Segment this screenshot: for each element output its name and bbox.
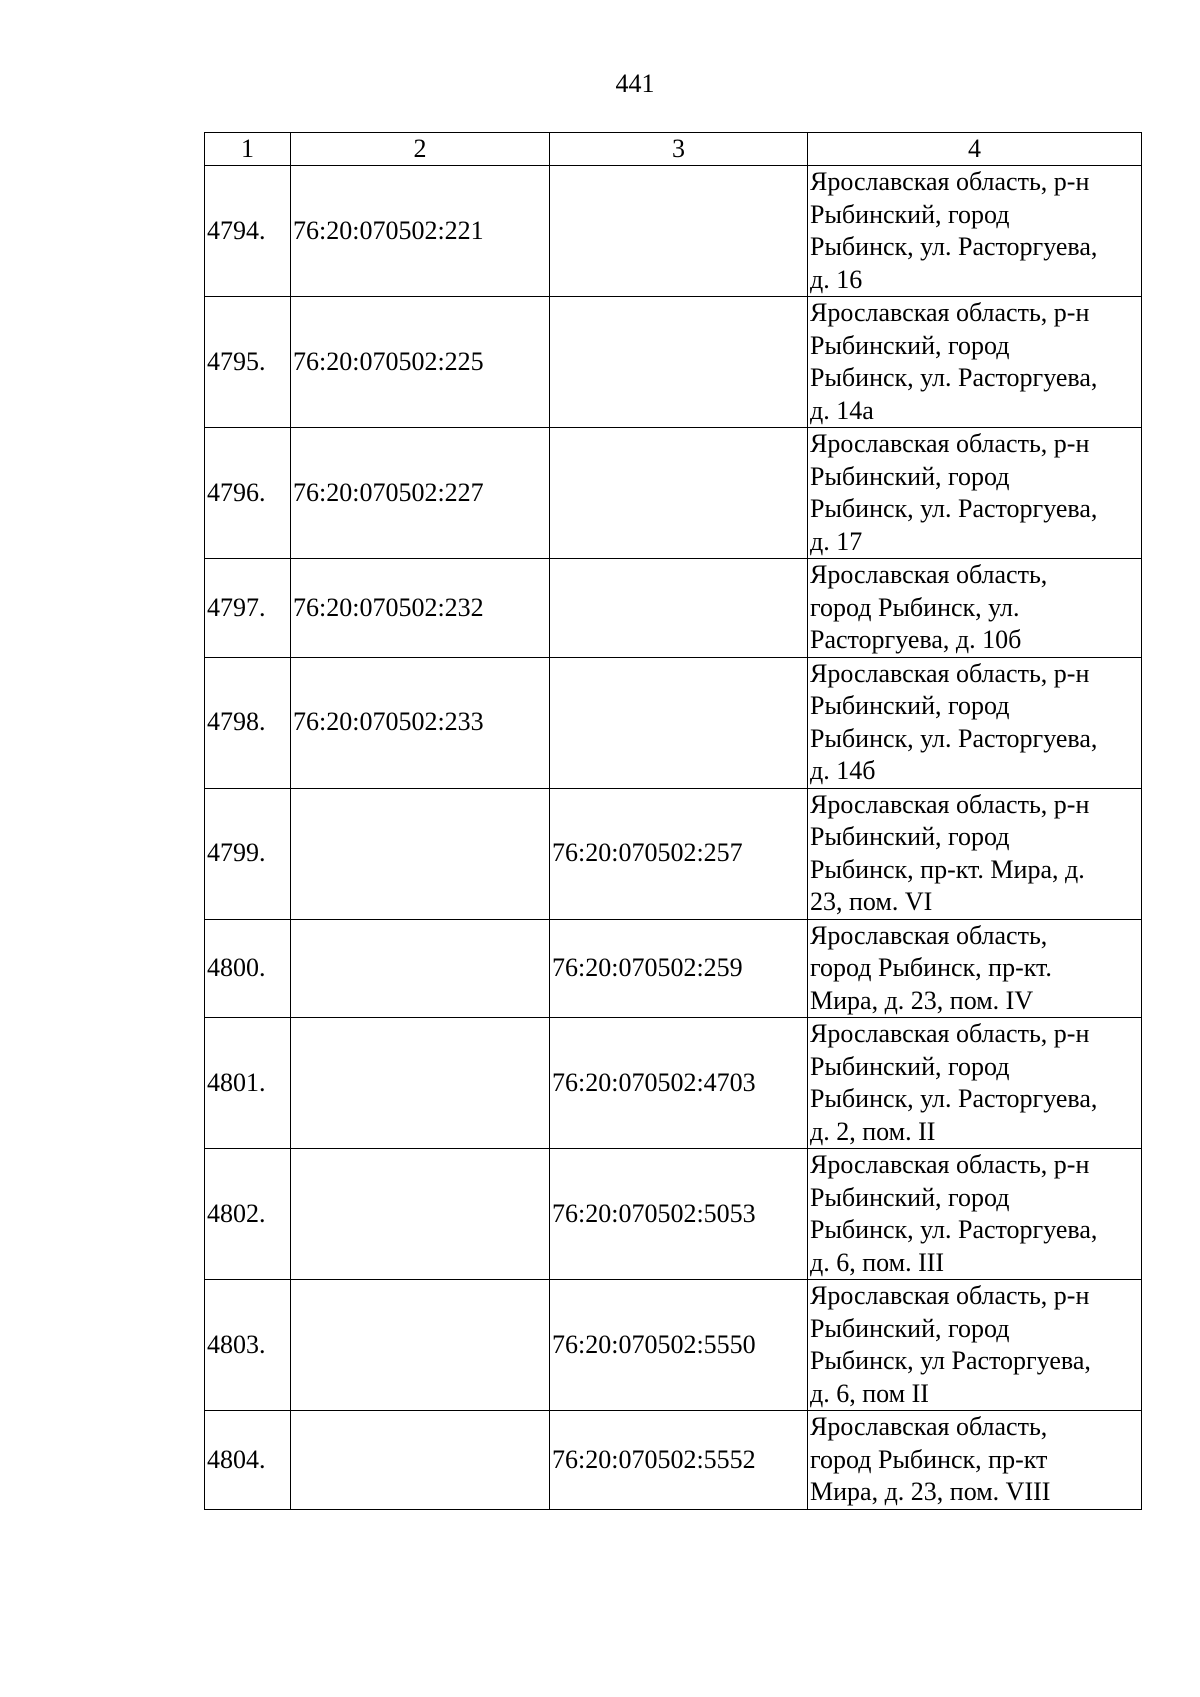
cadastral-number-col2 bbox=[291, 919, 550, 1018]
address-line: Ярославская область, р-н bbox=[810, 298, 1090, 327]
cadastral-number-col3 bbox=[550, 559, 808, 658]
address-cell bbox=[808, 788, 1142, 919]
row-number: 4798. bbox=[205, 657, 291, 788]
table-row bbox=[205, 919, 1142, 1018]
address-line: д. 14а bbox=[810, 395, 874, 425]
address-line: Рыбинский, город bbox=[810, 330, 1010, 360]
address-line: Ярославская область, р-н bbox=[810, 1150, 1090, 1179]
address-line: Рыбинский, город bbox=[810, 1051, 1010, 1081]
address-line: Ярославская область, bbox=[810, 920, 1048, 950]
address-line: Рыбинск, ул. Расторгуева, bbox=[810, 1084, 1098, 1113]
table-row bbox=[205, 1149, 1142, 1280]
address-line: Рыбинский, город bbox=[810, 461, 1010, 491]
cadastral-number-col2: 76:20:070502:221 bbox=[291, 166, 550, 297]
address-line: Мира, д. 23, пом. VIII bbox=[810, 1477, 1051, 1506]
address-cell bbox=[808, 1411, 1142, 1510]
address-line: д. 2, пом. II bbox=[810, 1116, 936, 1146]
cadastral-number-col3 bbox=[550, 166, 808, 297]
page-number: 441 bbox=[615, 69, 655, 98]
table-row bbox=[205, 788, 1142, 919]
address-line: Рыбинск, ул. Расторгуева, bbox=[810, 232, 1098, 261]
cadastral-number-col2 bbox=[291, 1411, 550, 1510]
header-col-2: 2 bbox=[291, 133, 550, 166]
address-cell bbox=[808, 1149, 1142, 1280]
address-line: Ярославская область, р-н bbox=[810, 1019, 1090, 1048]
address-cell bbox=[808, 657, 1142, 788]
address-cell bbox=[808, 1018, 1142, 1149]
address-line: д. 6, пом. III bbox=[810, 1247, 945, 1277]
table-header bbox=[205, 133, 1142, 166]
address-cell bbox=[808, 919, 1142, 1018]
table-row bbox=[205, 1018, 1142, 1149]
row-number: 4802. bbox=[205, 1149, 291, 1280]
address-cell bbox=[808, 1280, 1142, 1411]
cadastral-number-col3 bbox=[550, 657, 808, 788]
cadastral-number-col2 bbox=[291, 1280, 550, 1411]
register-table bbox=[204, 132, 1142, 1510]
address-line: Рыбинский, город bbox=[810, 822, 1010, 851]
address-line: Рыбинск, ул. Расторгуева, bbox=[810, 1215, 1098, 1244]
address-cell bbox=[808, 559, 1142, 658]
table-row bbox=[205, 166, 1142, 297]
header-row bbox=[205, 133, 1142, 166]
header-col-3: 3 bbox=[550, 133, 808, 166]
cadastral-number-col2: 76:20:070502:232 bbox=[291, 559, 550, 658]
cadastral-number-col2: 76:20:070502:233 bbox=[291, 657, 550, 788]
row-number: 4803. bbox=[205, 1280, 291, 1411]
table-row bbox=[205, 1280, 1142, 1411]
address-line: Ярославская область, bbox=[810, 560, 1048, 589]
row-number: 4794. bbox=[205, 166, 291, 297]
cadastral-number-col3: 76:20:070502:257 bbox=[550, 788, 808, 919]
address-line: Рыбинск, ул. Расторгуева, bbox=[810, 494, 1098, 523]
header-col-1: 1 bbox=[205, 133, 291, 166]
table-row bbox=[205, 657, 1142, 788]
row-number: 4797. bbox=[205, 559, 291, 658]
cadastral-number-col2: 76:20:070502:227 bbox=[291, 428, 550, 559]
address-line: Рыбинск, ул Расторгуева, bbox=[810, 1346, 1091, 1375]
cadastral-number-col3: 76:20:070502:4703 bbox=[550, 1018, 808, 1149]
row-number: 4796. bbox=[205, 428, 291, 559]
table-row bbox=[205, 428, 1142, 559]
row-number: 4795. bbox=[205, 297, 291, 428]
address-line: Ярославская область, р-н bbox=[810, 658, 1090, 688]
address-line: Рыбинский, город bbox=[810, 1182, 1010, 1212]
cadastral-number-col3 bbox=[550, 297, 808, 428]
address-line: Рыбинский, город bbox=[810, 691, 1010, 720]
cadastral-number-col3: 76:20:070502:5550 bbox=[550, 1280, 808, 1411]
header-col-4: 4 bbox=[808, 133, 1142, 166]
cadastral-number-col3: 76:20:070502:5552 bbox=[550, 1411, 808, 1510]
address-line: Ярославская область, р-н bbox=[810, 167, 1090, 196]
cadastral-number-col3 bbox=[550, 428, 808, 559]
cadastral-number-col2 bbox=[291, 1018, 550, 1149]
address-cell bbox=[808, 428, 1142, 559]
address-cell bbox=[808, 166, 1142, 297]
address-line: д. 14б bbox=[810, 756, 876, 785]
address-line: Рыбинск, ул. Расторгуева, bbox=[810, 363, 1098, 392]
table-row bbox=[205, 297, 1142, 428]
address-line: Ярославская область, р-н bbox=[810, 789, 1090, 819]
table-row bbox=[205, 559, 1142, 658]
row-number: 4799. bbox=[205, 788, 291, 919]
row-number: 4804. bbox=[205, 1411, 291, 1510]
address-line: город Рыбинск, ул. bbox=[810, 592, 1020, 622]
address-line: д. 17 bbox=[810, 526, 863, 556]
address-line: Рыбинский, город bbox=[810, 199, 1010, 229]
address-cell bbox=[808, 297, 1142, 428]
address-line: Ярославская область, р-н bbox=[810, 1281, 1090, 1310]
address-line: Рыбинский, город bbox=[810, 1313, 1010, 1343]
table-body bbox=[205, 166, 1142, 1510]
cadastral-number-col2 bbox=[291, 1149, 550, 1280]
address-line: Рыбинск, пр-кт. Мира, д. bbox=[810, 854, 1085, 884]
address-line: город Рыбинск, пр-кт bbox=[810, 1444, 1048, 1474]
address-line: д. 6, пом II bbox=[810, 1378, 929, 1408]
cadastral-number-col2: 76:20:070502:225 bbox=[291, 297, 550, 428]
address-line: 23, пом. VI bbox=[810, 887, 933, 916]
address-line: город Рыбинск, пр-кт. bbox=[810, 953, 1052, 982]
cadastral-number-col3: 76:20:070502:5053 bbox=[550, 1149, 808, 1280]
address-line: д. 16 bbox=[810, 264, 863, 294]
address-line: Мира, д. 23, пом. IV bbox=[810, 985, 1034, 1015]
row-number: 4800. bbox=[205, 919, 291, 1018]
address-line: Ярославская область, р-н bbox=[810, 429, 1090, 458]
address-line: Расторгуева, д. 10б bbox=[810, 625, 1022, 654]
address-line: Рыбинск, ул. Расторгуева, bbox=[810, 723, 1098, 753]
row-number: 4801. bbox=[205, 1018, 291, 1149]
cadastral-number-col3: 76:20:070502:259 bbox=[550, 919, 808, 1018]
table-row bbox=[205, 1411, 1142, 1510]
cadastral-number-col2 bbox=[291, 788, 550, 919]
address-line: Ярославская область, bbox=[810, 1412, 1048, 1441]
